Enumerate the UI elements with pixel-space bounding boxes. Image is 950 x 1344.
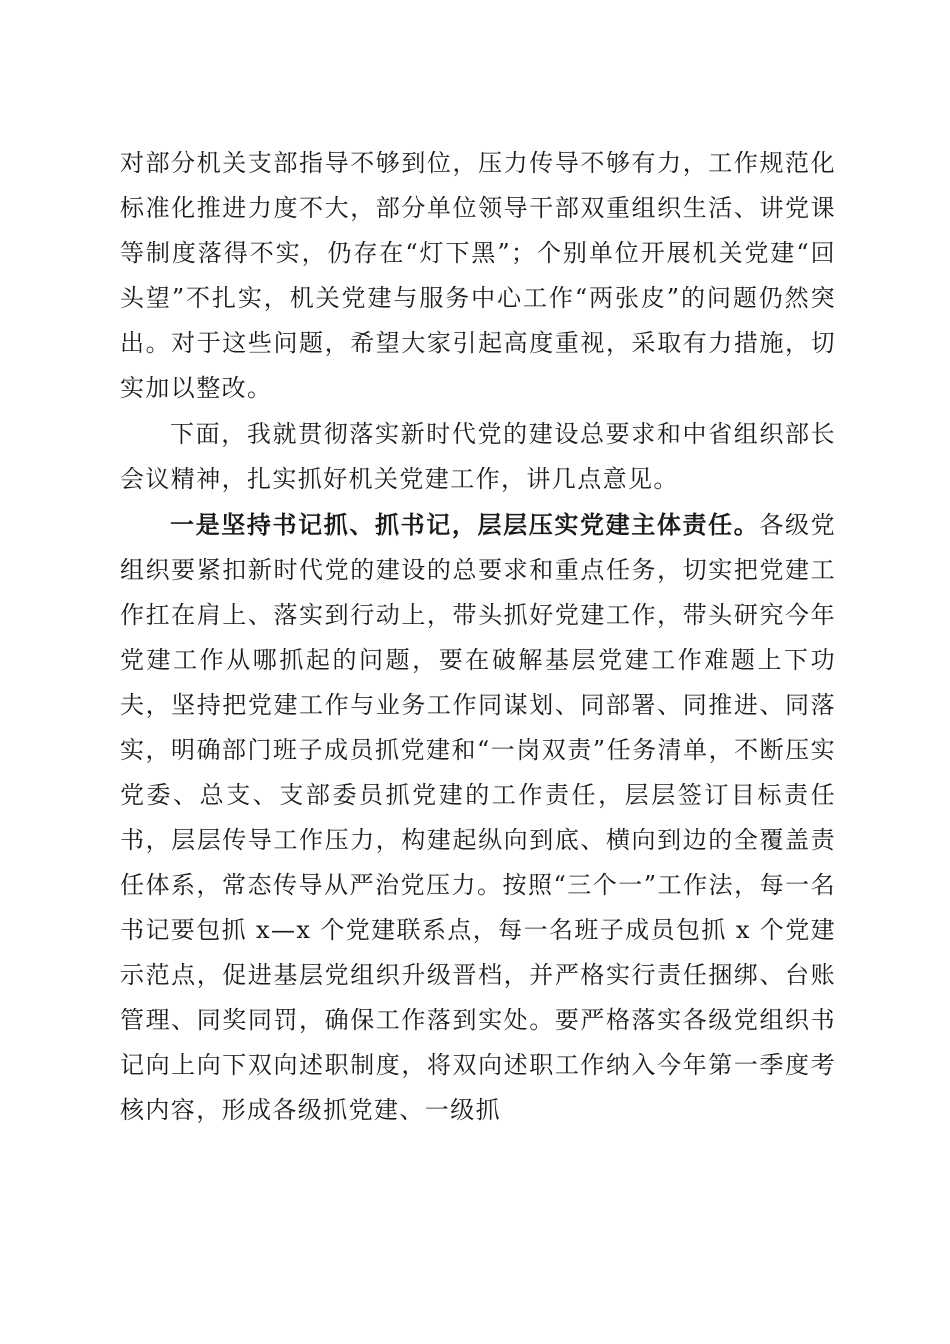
paragraph-2	[120, 411, 836, 502]
paragraph-3-text: 各级党组织要紧扣新时代党的建设的总要求和重点任务，切实把党建工作扛在肩上、落实到行动上，带头抓好党建工作，带头研究今年党建工作从哪抓起的问题，要在破解基层党建工作难题上下功夫，坚持把党建工作与业务工作同谋划、同部署、同推进、同落实，明确部门班子成员抓党建和“一岗双责”任务清单，不断压实党委、总支、支部委员抓党建的工作责任，层层签订目标责任书，层层传导工作压力，构建起纵向到底、横向到边的全覆盖责任体系，常态传导从严治党压力。按照“三个一”工作法，每一名书记要包抓 x—x 个党建联系点，每一名班子成员包抓 x 个党建示范点，促进基层党组织升级晋档，并严格实行责任捆绑、台账管理、同奖同罚，确保工作落到实处。要严格落实各级党组织书记向上向下双向述职制度，将双向述职工作纳入今年第一季度考核内容，形成各级抓党建、一级抓	[120, 511, 837, 1124]
paragraph-3	[120, 502, 836, 1133]
paragraph-1	[120, 140, 836, 411]
paragraph-2-text: 下面，我就贯彻落实新时代党的建设总要求和中省组织部长会议精神，扎实抓好机关党建工作，讲几点意见。	[120, 420, 836, 493]
paragraph-3-lead: 一是坚持书记抓、抓书记，层层压实党建主体责任。	[170, 510, 760, 539]
paragraph-1-text: 对部分机关支部指导不够到位，压力传导不够有力，工作规范化标准化推进力度不大，部分单位领导干部双重组织生活、讲党课等制度落得不实，仍存在“灯下黑”；个别单位开展机关党建“回头望”不扎实，机关党建与服务中心工作“两张皮”的问题仍然突出。对于这些问题，希望大家引起高度重视，采取有力措施，切实加以整改。	[120, 149, 836, 402]
document-body	[120, 140, 836, 1133]
